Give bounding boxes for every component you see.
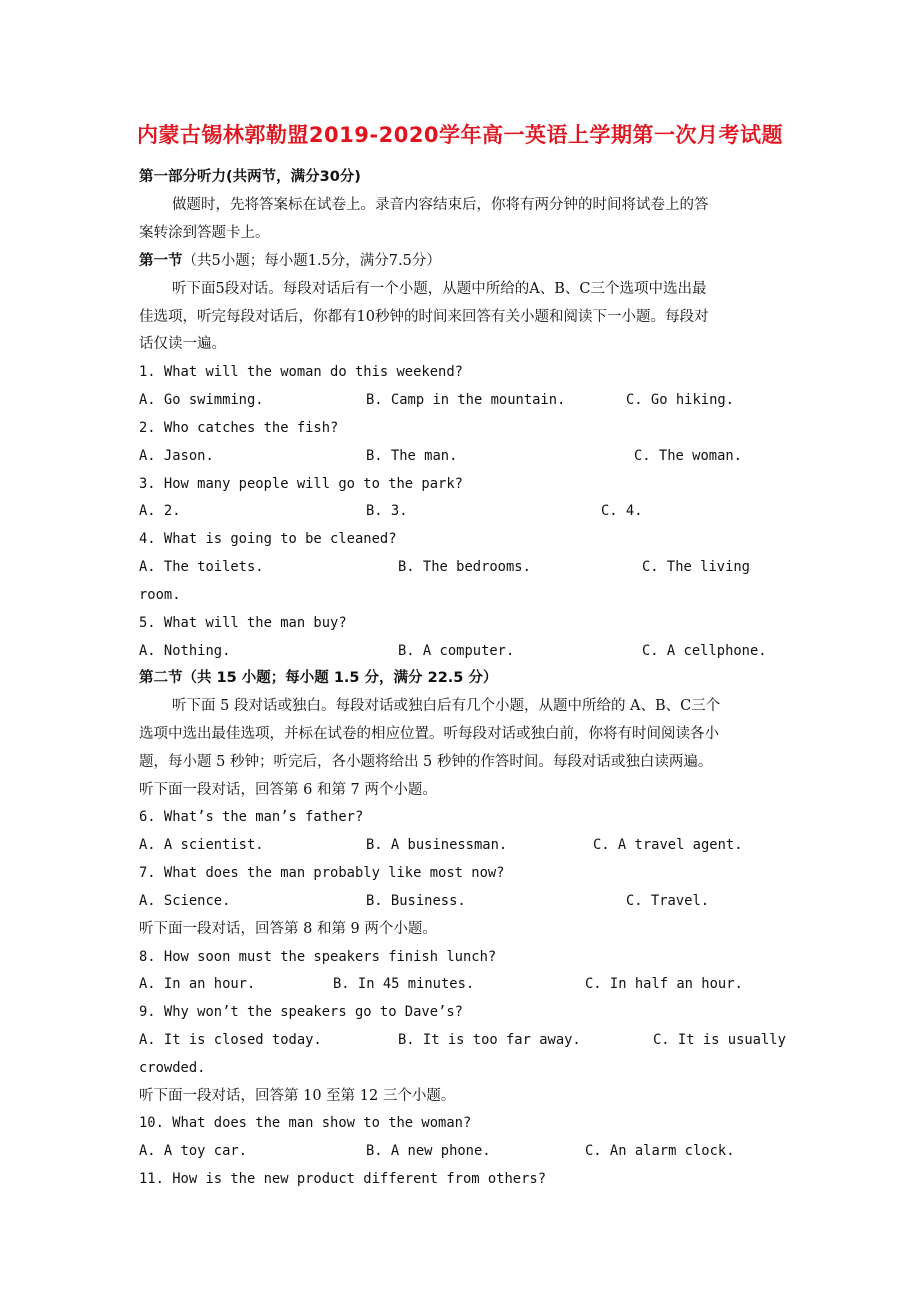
question-9-option-a: A. It is closed today. xyxy=(139,1032,322,1048)
question-4-option-b: B. The bedrooms. xyxy=(398,559,531,575)
question-4-option-c-continued: room. xyxy=(139,587,181,603)
question-10-option-a: A. A toy car. xyxy=(139,1143,247,1159)
section1-instruction-line1: 听下面5段对话。每段对话后有一个小题，从题中所给的A、B、C三个选项中选出最 xyxy=(172,281,707,297)
dialog-8-9-instruction: 听下面一段对话，回答第 8 和第 9 两个小题。 xyxy=(139,921,437,937)
question-2-option-a: A. Jason. xyxy=(139,448,214,464)
question-11-stem: 11. How is the new product different from others? xyxy=(139,1171,547,1187)
question-8-option-a: A. In an hour. xyxy=(139,976,256,992)
dialog-6-7-instruction: 听下面一段对话，回答第 6 和第 7 两个小题。 xyxy=(139,782,437,798)
question-10-stem: 10. What does the man show to the woman? xyxy=(139,1115,472,1131)
question-7-stem: 7. What does the man probably like most now? xyxy=(139,865,505,881)
question-1-option-b: B. Camp in the mountain. xyxy=(366,392,566,408)
question-1-option-a: A. Go swimming. xyxy=(139,392,264,408)
question-7-option-a: A. Science. xyxy=(139,893,231,909)
section2-instruction-line1: 听下面 5 段对话或独白。每段对话或独白后有几个小题，从题中所给的 A、B、C三个 xyxy=(172,698,721,714)
question-5-option-c: C. A cellphone. xyxy=(642,643,767,659)
part1-instruction-line2: 案转涂到答题卡上。 xyxy=(139,225,270,241)
question-4-option-c: C. The living xyxy=(642,559,750,575)
question-2-stem: 2. Who catches the fish? xyxy=(139,420,339,436)
question-1-stem: 1. What will the woman do this weekend? xyxy=(139,364,463,380)
question-1-option-c: C. Go hiking. xyxy=(626,392,734,408)
question-9-stem: 9. Why won’t the speakers go to Dave’s? xyxy=(139,1004,463,1020)
question-4-stem: 4. What is going to be cleaned? xyxy=(139,531,397,547)
section1-heading xyxy=(139,250,441,272)
dialog-10-12-instruction: 听下面一段对话，回答第 10 至第 12 三个小题。 xyxy=(139,1088,456,1104)
question-9-option-c: C. It is usually xyxy=(653,1032,786,1048)
section2-instruction-line2: 选项中选出最佳选项，并标在试卷的相应位置。听每段对话或独白前，你将有时间阅读各小 xyxy=(139,726,719,742)
question-7-option-c: C. Travel. xyxy=(626,893,710,909)
question-3-option-a: A. 2. xyxy=(139,503,181,519)
question-7-option-b: B. Business. xyxy=(366,893,466,909)
question-6-option-b: B. A businessman. xyxy=(366,837,508,853)
section2-heading: 第二节（共 15 小题；每小题 1.5 分，满分 22.5 分） xyxy=(139,670,498,686)
question-5-stem: 5. What will the man buy? xyxy=(139,615,347,631)
question-10-option-b: B. A new phone. xyxy=(366,1143,491,1159)
question-9-option-b: B. It is too far away. xyxy=(398,1032,581,1048)
section1-heading-detail: （共5小题；每小题1.5分，满分7.5分） xyxy=(182,253,441,269)
part1-heading: 第一部分听力(共两节，满分30分) xyxy=(139,169,361,185)
question-8-option-b: B. In 45 minutes. xyxy=(333,976,475,992)
question-2-option-c: C. The woman. xyxy=(634,448,742,464)
section1-heading-label: 第一节 xyxy=(139,253,183,269)
question-8-option-c: C. In half an hour. xyxy=(585,976,743,992)
question-6-option-c: C. A travel agent. xyxy=(593,837,743,853)
document-title: 内蒙古锡林郭勒盟2019-2020学年高一英语上学期第一次月考试题 xyxy=(136,123,784,147)
question-6-stem: 6. What’s the man’s father? xyxy=(139,809,364,825)
part1-instruction-line1: 做题时，先将答案标在试卷上。录音内容结束后，你将有两分钟的时间将试卷上的答 xyxy=(172,197,709,213)
question-9-option-c-continued: crowded. xyxy=(139,1060,206,1076)
section2-instruction-line3: 题，每小题 5 秒钟；听完后，各小题将给出 5 秒钟的作答时间。每段对话或独白读两遍。 xyxy=(139,754,713,770)
question-5-option-b: B. A computer. xyxy=(398,643,515,659)
question-3-option-c: C. 4. xyxy=(601,503,643,519)
question-2-option-b: B. The man. xyxy=(366,448,458,464)
question-3-stem: 3. How many people will go to the park? xyxy=(139,476,463,492)
question-4-option-a: A. The toilets. xyxy=(139,559,264,575)
question-10-option-c: C. An alarm clock. xyxy=(585,1143,735,1159)
question-5-option-a: A. Nothing. xyxy=(139,643,231,659)
section1-instruction-line3: 话仅读一遍。 xyxy=(139,336,226,352)
question-6-option-a: A. A scientist. xyxy=(139,837,264,853)
section1-instruction-line2: 佳选项，听完每段对话后，你都有10秒钟的时间来回答有关小题和阅读下一小题。每段对 xyxy=(139,309,709,325)
question-8-stem: 8. How soon must the speakers finish lunch? xyxy=(139,949,497,965)
question-3-option-b: B. 3. xyxy=(366,503,408,519)
